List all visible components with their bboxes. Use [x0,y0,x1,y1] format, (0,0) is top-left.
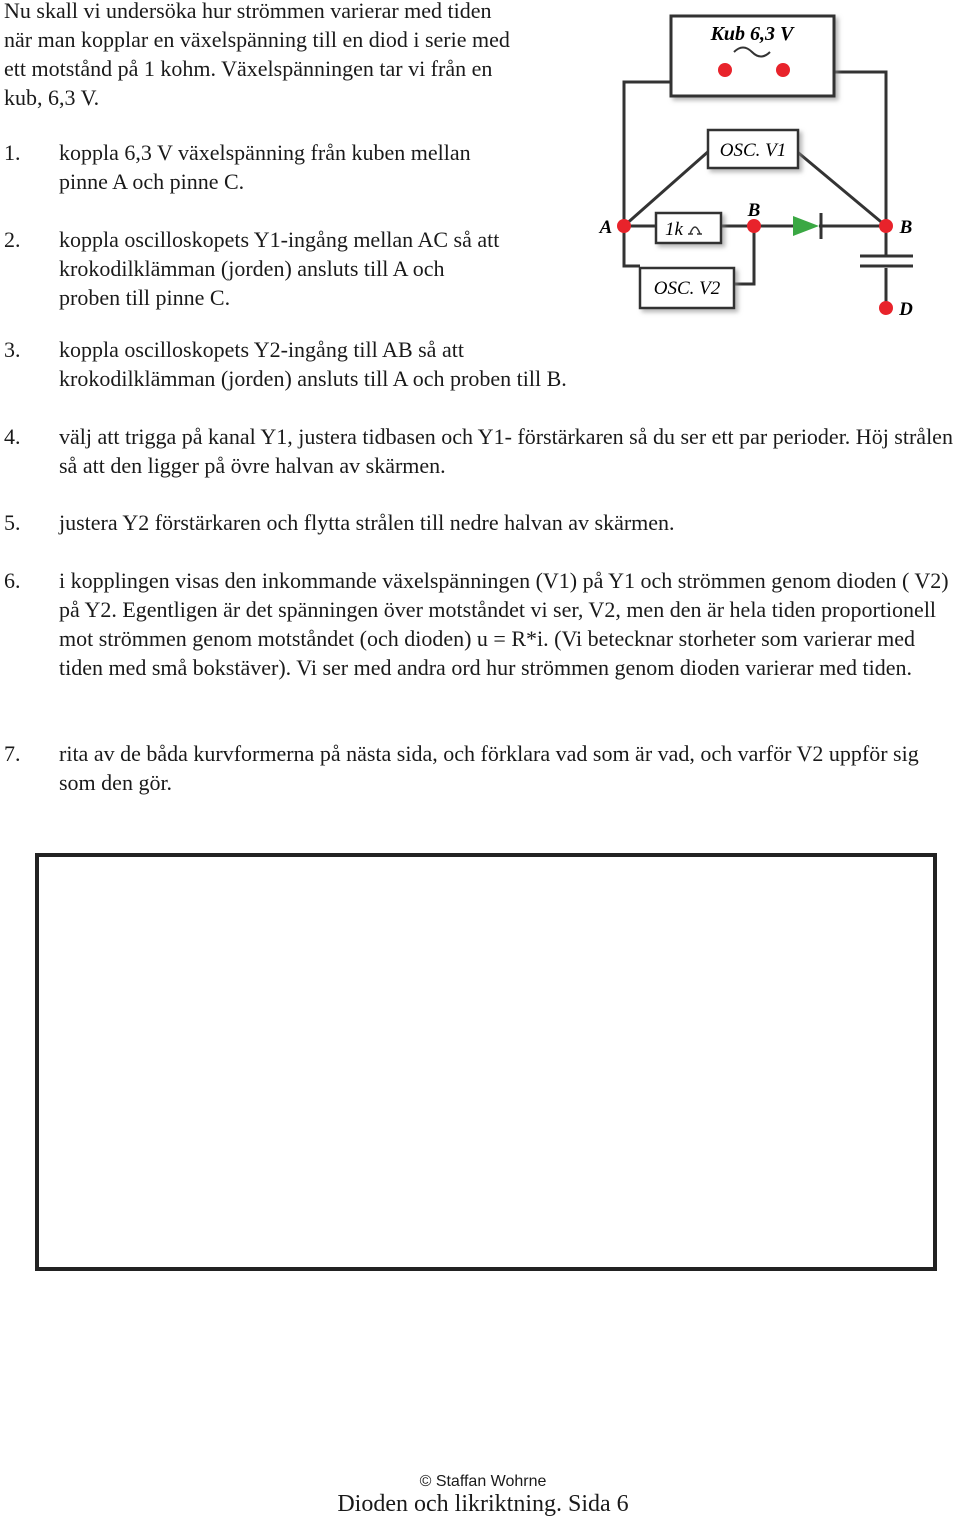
pin-b-mid [747,219,761,233]
step-text: koppla oscilloskopets Y1-ingång mellan AC så att krokodilklämman (jorden) ansluts till A och proben till pinne C. [59,227,500,310]
kub-label: Kub 6,3 V [710,23,794,45]
step-number: 4. [4,424,21,449]
step-number: 2. [4,227,21,252]
step-number: 1. [4,140,21,165]
step-number: 5. [4,510,21,535]
node-d-label: D [899,299,913,320]
resistor [656,213,721,243]
page-footer: Dioden och likriktning. Sida 6 [337,1491,629,1517]
node-a-label: A [599,217,613,238]
node-b-mid-label: B [747,200,761,221]
kub-pin-left [718,63,732,77]
step-text: koppla 6,3 V växelspänning från kuben mellan pinne A och pinne C. [59,140,471,194]
intro-paragraph: Nu skall vi undersöka hur strömmen varierar med tiden när man kopplar en växelspänning till en diod i serie med ett motstånd på 1 kohm. Växelspänningen tar vi från en kub, 6,3 V. [4,0,510,110]
step-number: 6. [4,568,21,593]
kub-box [671,16,834,96]
step-text: koppla oscilloskopets Y2-ingång till AB så att krokodilklämman (jorden) ansluts till A och proben till B. [59,337,567,391]
step-text: välj att trigga på kanal Y1, justera tidbasen och Y1- förstärkaren så du ser ett par perioder. Höj strålen så att den ligger på övre halvan av skärmen. [59,424,953,478]
osc-v2-label: OSC. V2 [653,278,721,299]
pin-b-right [879,219,893,233]
osc-v1-label: OSC. V1 [719,140,787,161]
step-text: justera Y2 förstärkaren och flytta strålen till nedre halvan av skärmen. [59,510,675,535]
step-number: 3. [4,337,21,362]
circuit-diagram [590,8,960,328]
copyright: © Staffan Wohrne [419,1473,547,1490]
osc-v2-box [640,268,734,308]
step-number: 7. [4,741,21,766]
step-text: i kopplingen visas den inkommande växelspänningen (V1) på Y1 och strömmen genom dioden ( V2) på Y2. Egentligen är det spänningen över motståndet vi ser, V2, men den är hela tiden proportionell mot strömmen genom motståndet (och dioden) u = R*i. (Vi betecknar storheter som varierar med tiden med små bokstäver). Vi ser med andra ord hur strömmen genom dioden varierar med tiden. [59,568,949,680]
osc-v1-box [708,130,798,168]
node-b-right-label: B [899,217,913,238]
resistor-label: 1k [665,219,683,240]
step-text: rita av de båda kurvformerna på nästa sida, och förklara vad som är vad, och varför V2 uppför sig som den gör. [59,741,919,795]
pin-d [879,301,893,315]
diode-icon [793,213,821,239]
drawing-area [35,853,937,1271]
pin-a [617,219,631,233]
kub-pin-right [776,63,790,77]
